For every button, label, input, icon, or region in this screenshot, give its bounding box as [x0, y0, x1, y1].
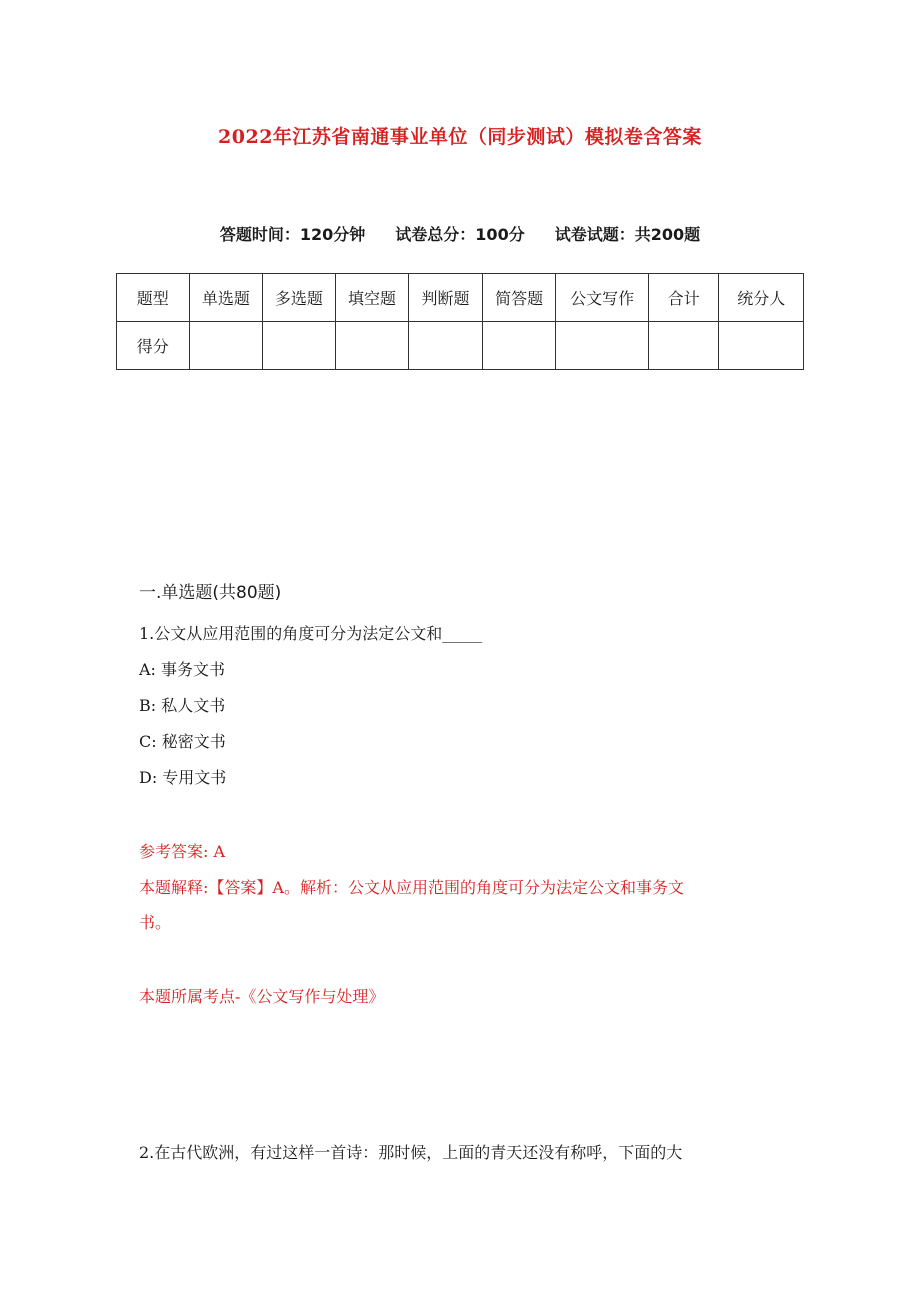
- section-heading: 一.单选题(共80题): [139, 583, 282, 603]
- question-2-stem: 2.在古代欧洲，有过这样一首诗：那时候，上面的青天还没有称呼，下面的大: [139, 1143, 683, 1162]
- header-cell-true-false: 判断题: [409, 274, 483, 322]
- score-cell: [335, 322, 409, 370]
- header-cell-total: 合计: [648, 274, 719, 322]
- header-cell-short-answer: 简答题: [482, 274, 556, 322]
- header-cell-scorer: 统分人: [719, 274, 804, 322]
- question-1-option-a: A: 事务文书: [139, 660, 226, 679]
- question-1-stem: 1.公文从应用范围的角度可分为法定公文和_____: [139, 624, 483, 643]
- score-cell: [263, 322, 336, 370]
- question-1-option-c: C: 秘密文书: [139, 732, 226, 751]
- exam-question-count: 试卷试题：共200题: [554, 225, 701, 244]
- row-label-score: 得分: [117, 322, 190, 370]
- header-cell-fill-blank: 填空题: [335, 274, 409, 322]
- question-1-topic: 本题所属考点-《公文写作与处理》: [139, 987, 385, 1006]
- header-cell-type: 题型: [117, 274, 190, 322]
- document-title: 2022年江苏省南通事业单位（同步测试）模拟卷含答案: [218, 126, 702, 148]
- exam-time: 答题时间：120分钟: [219, 225, 366, 244]
- score-table-header-row: [117, 274, 804, 322]
- score-cell: [409, 322, 483, 370]
- question-1-answer: 参考答案: A: [139, 842, 226, 861]
- question-1-option-b: B: 私人文书: [139, 696, 226, 715]
- score-cell: [482, 322, 556, 370]
- score-cell: [648, 322, 719, 370]
- score-cell: [189, 322, 263, 370]
- exam-total-score: 试卷总分：100分: [395, 225, 525, 244]
- score-table-score-row: [117, 322, 804, 370]
- header-cell-official-writing: 公文写作: [556, 274, 648, 322]
- question-1-explanation: 本题解释:【答案】A。解析：公文从应用范围的角度可分为法定公文和事务文: [139, 878, 684, 897]
- header-cell-multi-choice: 多选题: [263, 274, 336, 322]
- score-cell: [556, 322, 648, 370]
- exam-meta: [0, 222, 920, 245]
- score-table: [116, 273, 804, 370]
- question-1-option-d: D: 专用文书: [139, 768, 227, 787]
- header-cell-single-choice: 单选题: [189, 274, 263, 322]
- question-1-explanation-cont: 书。: [139, 913, 172, 932]
- score-cell: [719, 322, 804, 370]
